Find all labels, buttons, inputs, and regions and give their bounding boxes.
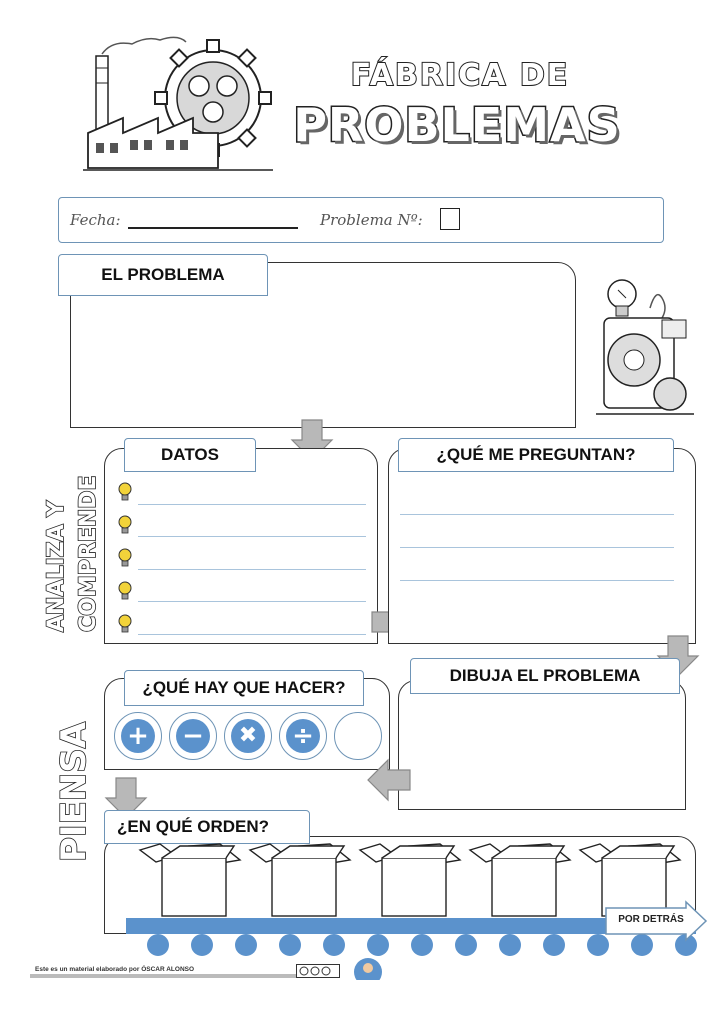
comprende-label: COMPRENDE — [76, 475, 101, 632]
lightbulb-icon — [118, 482, 132, 502]
minus-icon: − — [176, 719, 210, 753]
author-avatar — [352, 956, 384, 980]
por-detras-label: POR DETRÁS — [618, 914, 684, 925]
analiza-label: ANALIZA Y — [44, 500, 69, 632]
dibuja-tab: DIBUJA EL PROBLEMA — [410, 658, 680, 694]
plus-operation[interactable] — [114, 712, 162, 760]
times-icon: ✖ — [231, 719, 265, 753]
times-operation[interactable] — [224, 712, 272, 760]
fecha-input-line[interactable] — [128, 227, 298, 229]
title-line-2: PROBLEMAS — [293, 98, 621, 152]
machine-illustration — [590, 268, 700, 420]
datos-tab: DATOS — [124, 438, 256, 472]
footer-bar — [30, 974, 300, 978]
preguntan-lines — [400, 496, 674, 586]
title-line-1: FÁBRICA DE — [350, 58, 570, 93]
plus-icon: + — [121, 719, 155, 753]
dibuja-box[interactable] — [398, 680, 686, 810]
hacer-tab: ¿QUÉ HAY QUE HACER? — [124, 670, 364, 706]
problema-number-box[interactable] — [440, 208, 460, 230]
divide-operation[interactable] — [279, 712, 327, 760]
lightbulb-icon — [118, 515, 132, 535]
factory-illustration — [78, 28, 278, 178]
preguntan-tab: ¿QUÉ ME PREGUNTAN? — [398, 438, 674, 472]
empty-operation[interactable] — [334, 712, 382, 760]
license-icon — [296, 964, 340, 978]
minus-operation[interactable] — [169, 712, 217, 760]
lightbulb-icon — [118, 548, 132, 568]
orden-tab: ¿EN QUÉ ORDEN? — [104, 810, 310, 844]
lightbulb-icon — [118, 614, 132, 634]
arrow-left-1 — [366, 758, 412, 802]
piensa-label: PIENSA — [54, 721, 94, 862]
footer-credit: Este es un material elaborado por ÓSCAR ALONSO — [35, 966, 195, 973]
divide-icon: ÷ — [286, 719, 320, 753]
fecha-label: Fecha: — [70, 211, 121, 229]
datos-lines — [138, 486, 366, 636]
problema-number-label: Problema Nº: — [320, 211, 423, 229]
problema-tab: EL PROBLEMA — [58, 254, 268, 296]
lightbulb-icon — [118, 581, 132, 601]
